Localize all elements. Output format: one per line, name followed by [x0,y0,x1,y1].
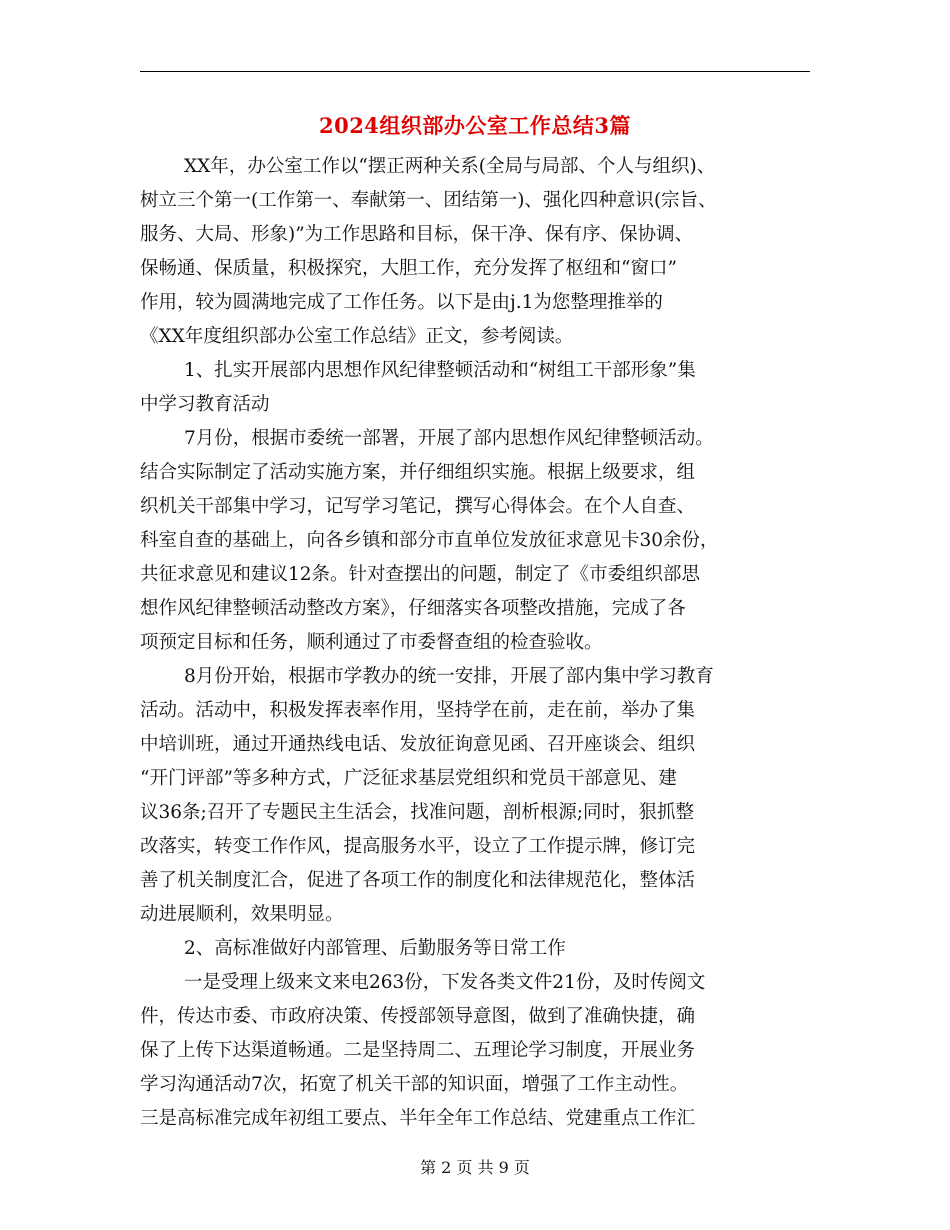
text-line: 中培训班，通过开通热线电话、发放征询意见函、召开座谈会、组织 [140,734,696,755]
text-line: 议36条;召开了专题民主生活会，找准问题，剖析根源;同时，狠抓整 [140,802,695,823]
text-line: 活动。活动中，积极发挥表率作用，坚持学在前，走在前，举办了集 [140,700,696,721]
text-line: 7月份，根据市委统一部署，开展了部内思想作风纪律整顿活动。 [184,428,714,449]
text-line: 《XX年度组织部办公室工作总结》正文，参考阅读。 [140,326,574,347]
text-line: 一是受理上级来文来电263份，下发各类文件21份，及时传阅文 [184,972,706,993]
text-line: 件，传达市委、市政府决策、传授部领导意图，做到了准确快捷，确 [140,1006,696,1027]
text-line: 8月份开始，根据市学教办的统一安排，开展了部内集中学习教育 [184,666,714,687]
text-line: 三是高标准完成年初组工要点、半年全年工作总结、党建重点工作汇 [140,1108,696,1129]
text-line: 保畅通、保质量，积极探究，大胆工作，充分发挥了枢纽和“窗口” [140,258,677,279]
text-line: 学习沟通活动7次，拓宽了机关干部的知识面，增强了工作主动性。 [140,1074,689,1095]
text-line: 织机关干部集中学习，记写学习笔记，撰写心得体会。在个人自查、 [140,496,696,517]
text-line: 善了机关制度汇合，促进了各项工作的制度化和法律规范化，整体活 [140,870,696,891]
header-rule [140,71,810,72]
text-line: “开门评部”等多种方式，广泛征求基层党组织和党员干部意见、建 [140,768,677,789]
text-line: 作用，较为圆满地完成了工作任务。以下是由j.1为您整理推举的 [140,292,663,313]
page-footer: 第 2 页 共 9 页 [420,1158,530,1177]
text-line: 项预定目标和任务，顺利通过了市委督查组的检查验收。 [140,632,603,653]
text-line: 2、高标准做好内部管理、后勤服务等日常工作 [184,938,566,959]
text-line: 服务、大局、形象)”为工作思路和目标，保干净、保有序、保协调、 [140,224,694,245]
text-line: 科室自查的基础上，向各乡镇和部分市直单位发放征求意见卡30余份， [140,530,719,551]
text-line: XX年，办公室工作以“摆正两种关系(全局与局部、个人与组织)、 [184,156,716,177]
text-line: 保了上传下达渠道畅通。二是坚持周二、五理论学习制度，开展业务 [140,1040,696,1061]
document-title: 2024组织部办公室工作总结3篇 [318,113,632,138]
text-line: 想作风纪律整顿活动整改方案》，仔细落实各项整改措施，完成了各 [140,598,686,619]
text-line: 中学习教育活动 [140,394,270,415]
text-line: 1、扎实开展部内思想作风纪律整顿活动和“树组工干部形象”集 [184,360,696,381]
text-line: 动进展顺利，效果明显。 [140,904,344,925]
text-line: 结合实际制定了活动实施方案，并仔细组织实施。根据上级要求，组 [140,462,696,483]
text-line: 共征求意见和建议12条。针对查摆出的问题，制定了《市委组织部思 [140,564,701,585]
document-body [140,150,810,1136]
text-line: 改落实，转变工作作风，提高服务水平，设立了工作提示牌，修订完 [140,836,696,857]
text-line: 树立三个第一(工作第一、奉献第一、团结第一)、强化四种意识(宗旨、 [140,190,717,211]
